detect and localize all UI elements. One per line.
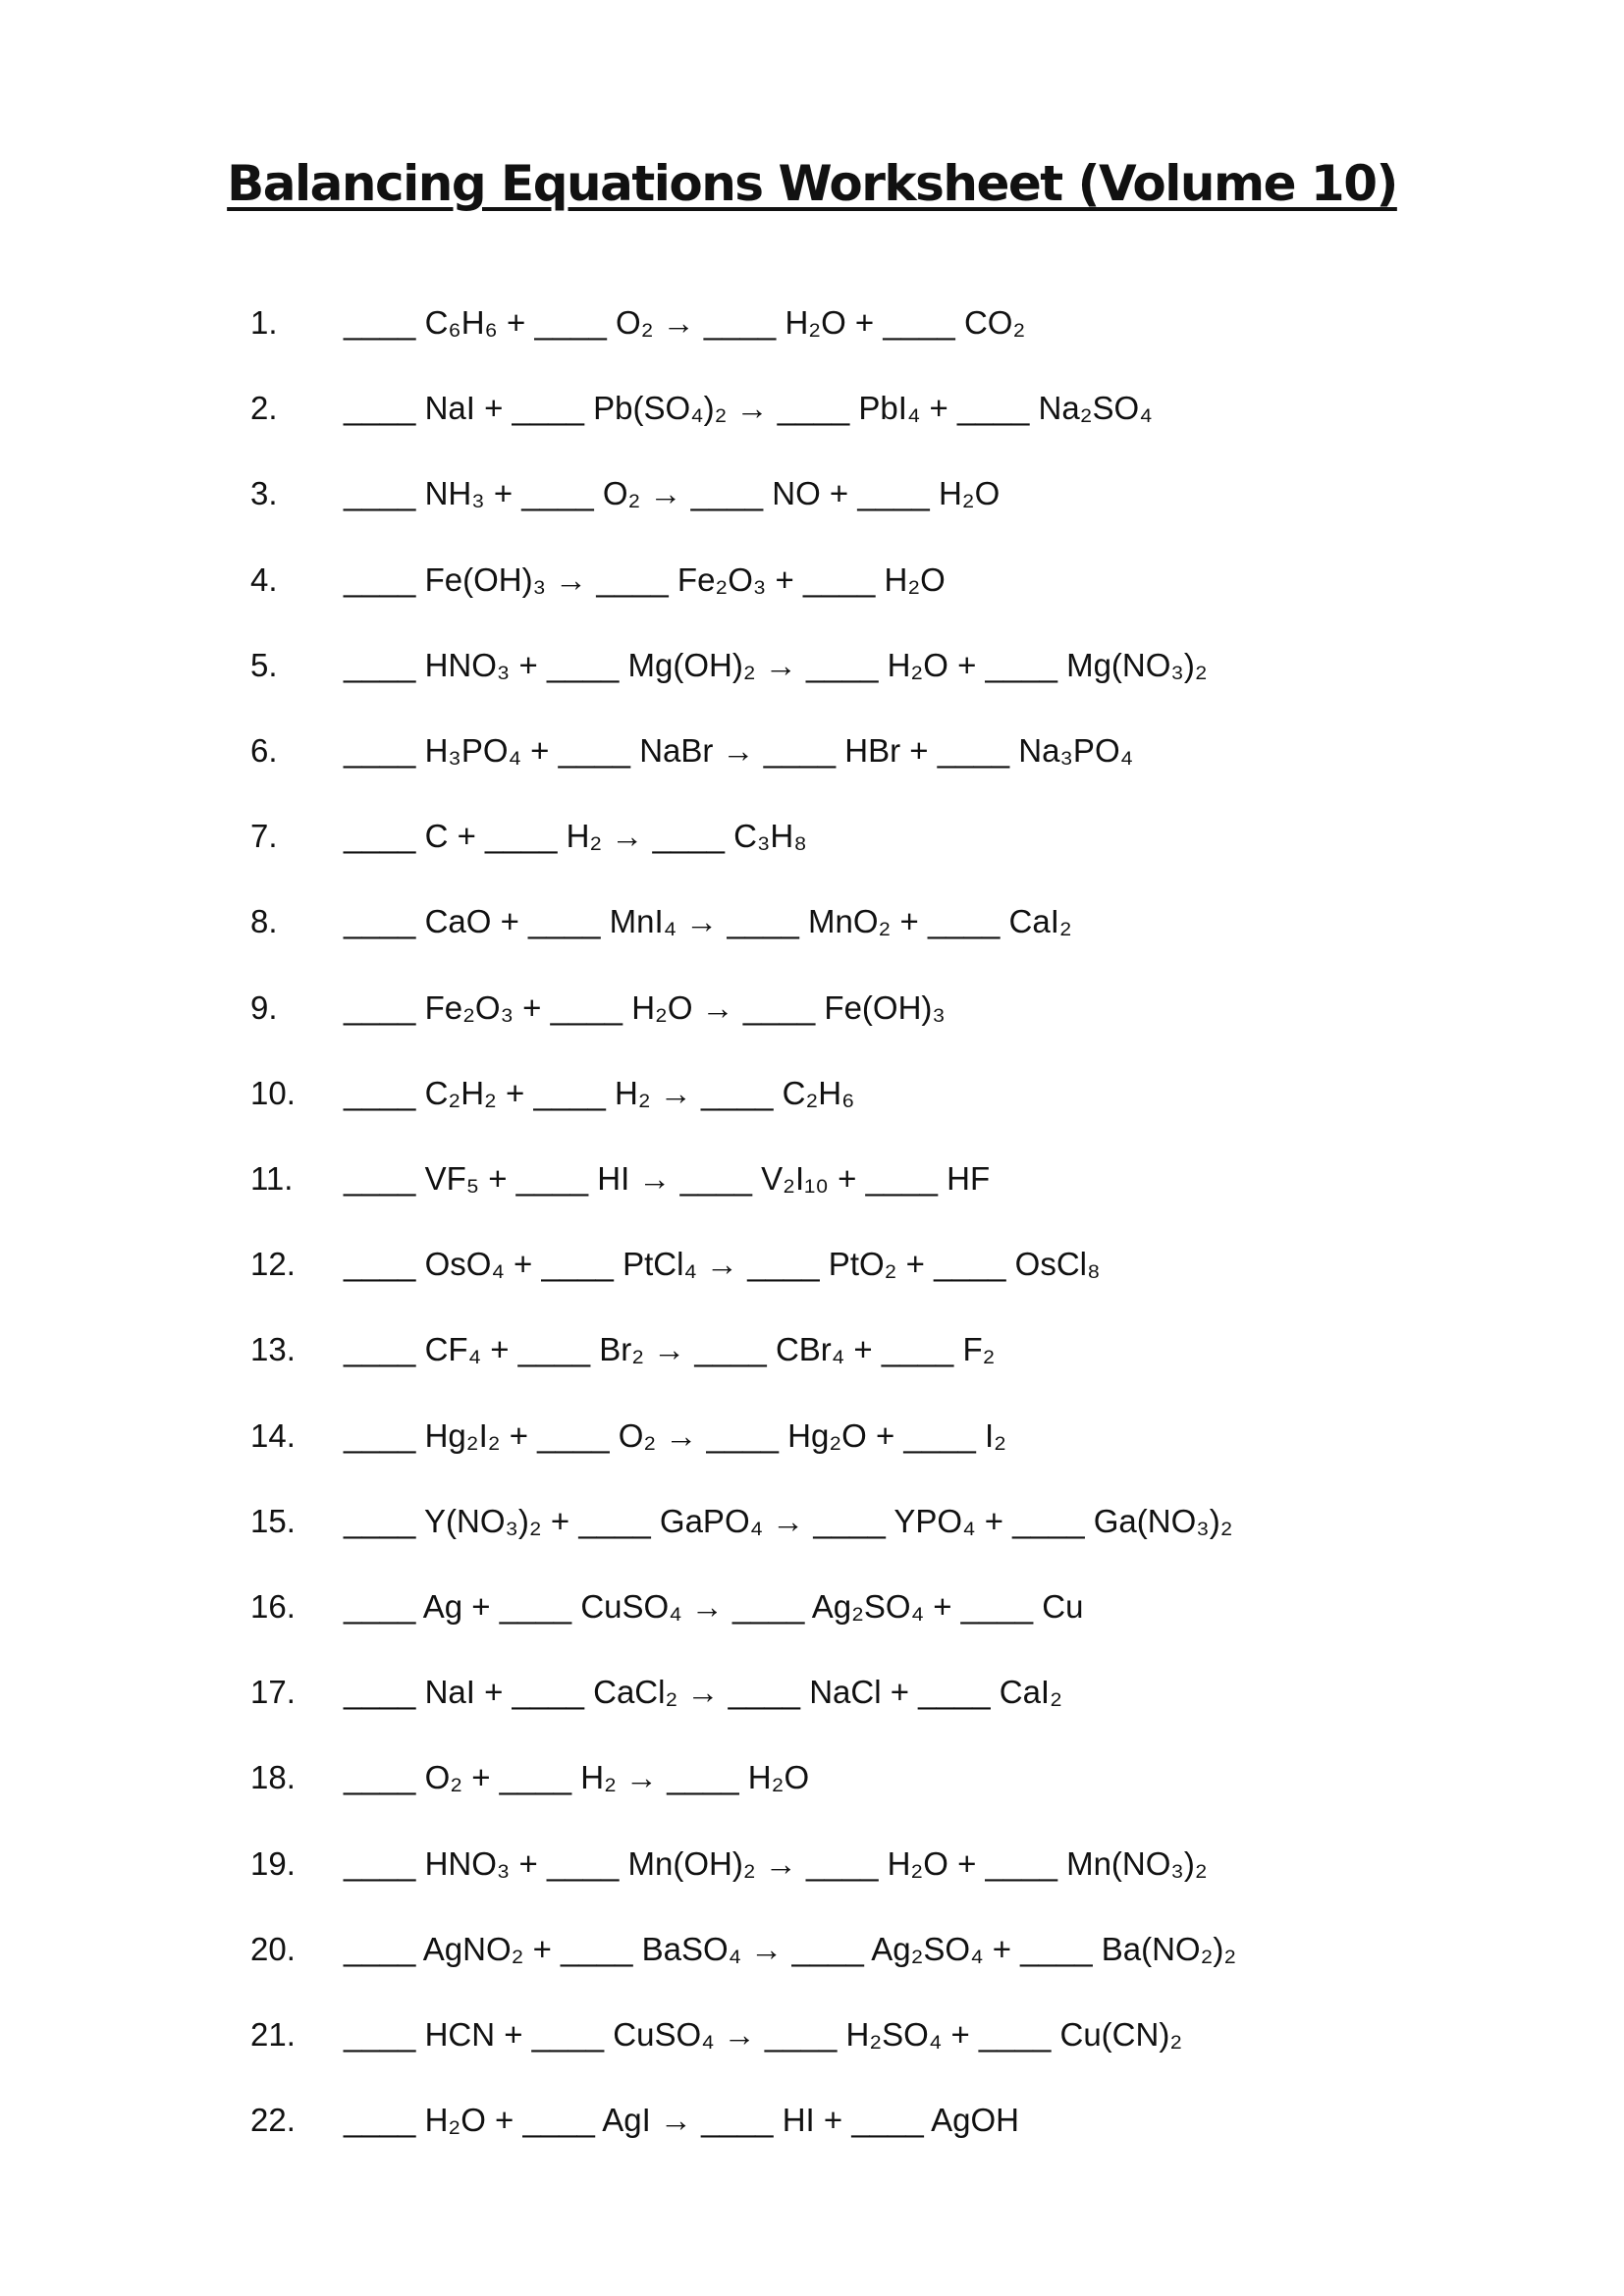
equation-text: ____ HNO₃ + ____ Mn(OH)₂ → ____ H₂O + ____ Mn(NO₃)₂ [344, 1844, 1208, 1882]
equation-number: 19. [250, 1844, 296, 1882]
equation-number: 1. [250, 304, 278, 341]
equation-row [0, 1748, 1624, 1807]
equation-text: ____ NaI + ____ CaCl₂ → ____ NaCl + ____ CaI₂ [344, 1674, 1062, 1711]
equation-text: ____ C₆H₆ + ____ O₂ → ____ H₂O + ____ CO₂ [344, 304, 1026, 341]
equation-row [0, 1492, 1624, 1551]
equation-row [0, 979, 1624, 1038]
equation-row [0, 636, 1624, 695]
equation-row [0, 1577, 1624, 1636]
equation-text: ____ Hg₂I₂ + ____ O₂ → ____ Hg₂O + ____ I₂ [344, 1416, 1006, 1454]
equation-number: 11. [250, 1160, 294, 1197]
equation-text: ____ VF₅ + ____ HI → ____ V₂I₁₀ + ____ HF [344, 1160, 991, 1197]
equation-text: ____ Fe(OH)₃ → ____ Fe₂O₃ + ____ H₂O [344, 561, 946, 598]
equation-number: 3. [250, 475, 278, 512]
equation-row [0, 1407, 1624, 1466]
equation-row [0, 1663, 1624, 1722]
equation-number: 13. [250, 1331, 296, 1368]
equation-row [0, 294, 1624, 352]
equation-number: 21. [250, 2016, 296, 2053]
equation-text: ____ HNO₃ + ____ Mg(OH)₂ → ____ H₂O + ____ Mg(NO₃)₂ [344, 646, 1208, 683]
equation-text: ____ H₃PO₄ + ____ NaBr → ____ HBr + ____ Na₃PO₄ [344, 732, 1134, 769]
equation-number: 17. [250, 1674, 296, 1711]
equation-number: 4. [250, 561, 278, 598]
equation-number: 5. [250, 646, 278, 683]
equation-number: 12. [250, 1246, 296, 1283]
equation-row [0, 1920, 1624, 1979]
equation-row [0, 1149, 1624, 1208]
equation-number: 18. [250, 1759, 296, 1796]
equation-text: ____ CF₄ + ____ Br₂ → ____ CBr₄ + ____ F₂ [344, 1331, 996, 1368]
equation-text: ____ Ag + ____ CuSO₄ → ____ Ag₂SO₄ + ____ Cu [344, 1588, 1084, 1625]
equation-text: ____ C₂H₂ + ____ H₂ → ____ C₂H₆ [344, 1074, 855, 1111]
equation-row [0, 892, 1624, 951]
equation-row [0, 721, 1624, 780]
equation-text: ____ C + ____ H₂ → ____ C₃H₈ [344, 818, 807, 855]
equation-number: 7. [250, 818, 278, 855]
equation-row [0, 464, 1624, 523]
equation-number: 2. [250, 390, 278, 427]
equation-row [0, 1235, 1624, 1294]
equation-number: 8. [250, 903, 278, 940]
equation-row [0, 379, 1624, 438]
equation-text: ____ Fe₂O₃ + ____ H₂O → ____ Fe(OH)₃ [344, 988, 946, 1026]
equation-text: ____ NH₃ + ____ O₂ → ____ NO + ____ H₂O [344, 475, 1001, 512]
equation-number: 14. [250, 1416, 296, 1454]
equation-row [0, 1835, 1624, 1894]
equation-row [0, 1320, 1624, 1379]
equation-text: ____ NaI + ____ Pb(SO₄)₂ → ____ PbI₄ + ____ Na₂SO₄ [344, 390, 1153, 427]
equation-text: ____ H₂O + ____ AgI → ____ HI + ____ AgOH [344, 2102, 1019, 2139]
equation-row [0, 1064, 1624, 1123]
equation-number: 6. [250, 732, 278, 769]
equation-row [0, 2091, 1624, 2150]
equation-number: 10. [250, 1074, 296, 1111]
equation-row [0, 551, 1624, 610]
equation-row [0, 807, 1624, 866]
equation-number: 16. [250, 1588, 296, 1625]
equation-row [0, 2005, 1624, 2064]
equation-number: 20. [250, 1930, 296, 1967]
equation-text: ____ HCN + ____ CuSO₄ → ____ H₂SO₄ + ____ Cu(CN)₂ [344, 2016, 1183, 2053]
equation-number: 9. [250, 988, 278, 1026]
equation-text: ____ Y(NO₃)₂ + ____ GaPO₄ → ____ YPO₄ + ____ Ga(NO₃)₂ [344, 1502, 1233, 1539]
equation-text: ____ O₂ + ____ H₂ → ____ H₂O [344, 1759, 810, 1796]
equation-number: 22. [250, 2102, 296, 2139]
equation-text: ____ OsO₄ + ____ PtCl₄ → ____ PtO₂ + ____ OsCl₈ [344, 1246, 1101, 1283]
equation-number: 15. [250, 1502, 296, 1539]
equation-text: ____ AgNO₂ + ____ BaSO₄ → ____ Ag₂SO₄ + ____ Ba(NO₂)₂ [344, 1930, 1237, 1967]
page-title: Balancing Equations Worksheet (Volume 10) [227, 155, 1397, 212]
equation-text: ____ CaO + ____ MnI₄ → ____ MnO₂ + ____ CaI₂ [344, 903, 1072, 940]
